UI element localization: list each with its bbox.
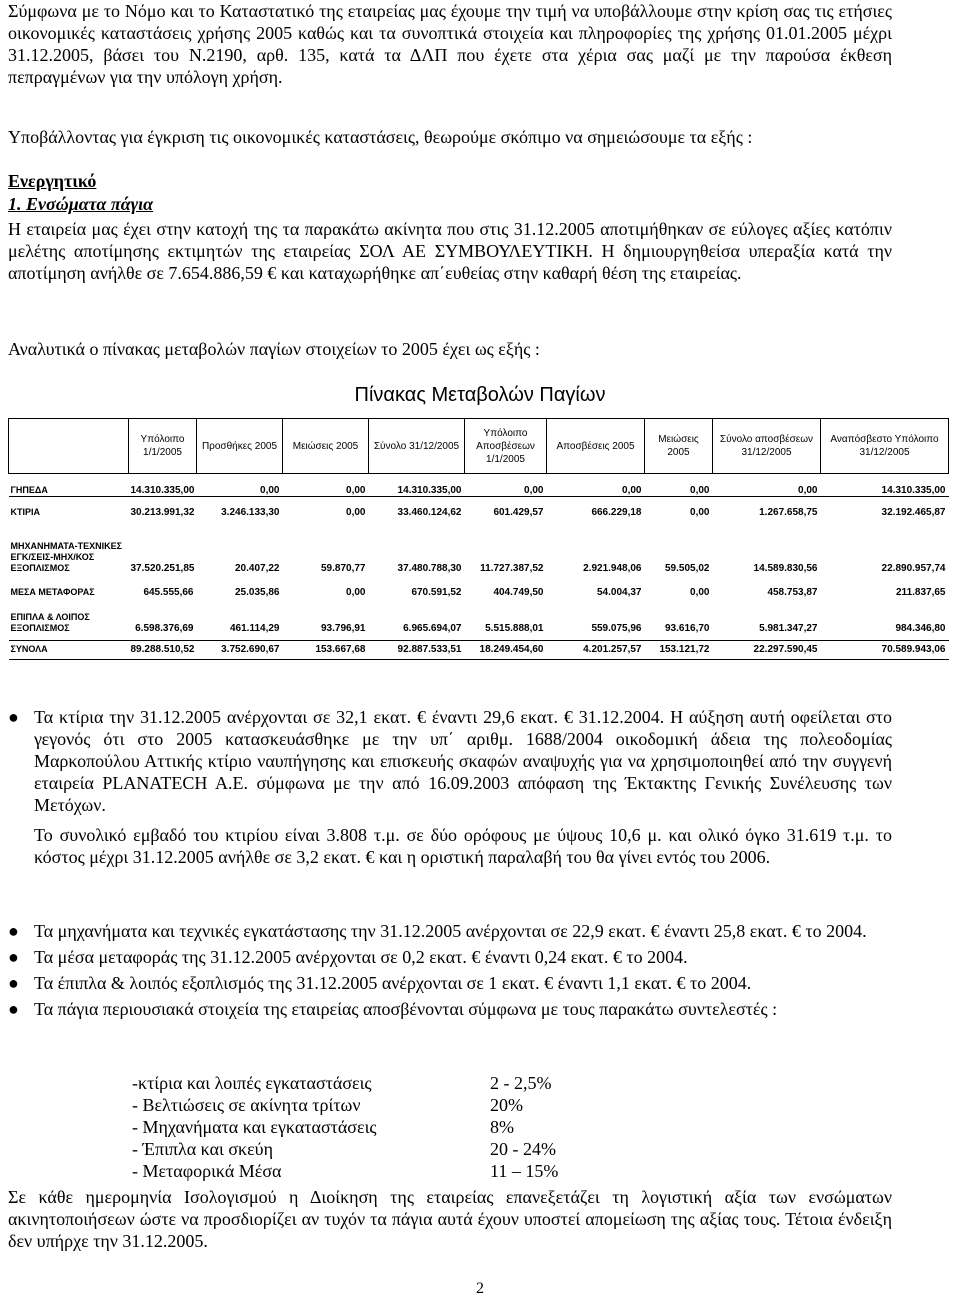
header-cell: Υπόλοιπο 1/1/2005 xyxy=(129,419,197,474)
table-cell: 93.796,91 xyxy=(321,622,366,634)
table-total-row xyxy=(9,640,949,659)
list-item-text: Τα έπιπλα & λοιπός εξοπλισμός της 31.12.2005 ανέρχονται σε 1 εκατ. € έναντι 1,1 εκατ. € το 2004. xyxy=(34,973,752,993)
table-cell: 89.288.510,52 xyxy=(129,640,197,659)
table-cell: 37.520.251,85 xyxy=(130,562,195,574)
table-cell: 22.890.957,74 xyxy=(881,562,946,574)
rate-row xyxy=(110,1160,630,1182)
table-cell: 25.035,86 xyxy=(235,586,280,598)
rate-row xyxy=(110,1072,630,1094)
table-cell: 984.346,80 xyxy=(895,622,946,634)
table-cell: 59.505,02 xyxy=(665,562,710,574)
bullet-icon: ● xyxy=(8,707,19,727)
table-cell: 666.229,18 xyxy=(591,506,642,518)
table-cell: 153.121,72 xyxy=(645,640,713,659)
table-cell: 14.310.335,00 xyxy=(881,484,946,496)
header-cell: Αναπόσβεστο Υπόλοιπο 31/12/2005 xyxy=(821,419,949,474)
building-paragraph: Το συνολικό εμβαδό του κτιρίου είναι 3.808 τ.μ. σε δύο ορόφους με ύψους 10,6 μ. και ολικό όγκο 31.619 τ.μ. το κόστος μέχρι 31.12.2005 ανήλθε σε 3,2 εκατ. € και η οριστική παραλαβή του θα γίνει εντός του 2006. xyxy=(34,825,892,867)
section-heading: Ενεργητικό xyxy=(8,171,97,191)
table-cell: 6.965.694,07 xyxy=(403,622,462,634)
rate-row xyxy=(110,1094,630,1116)
table-cell: 4.201.257,57 xyxy=(547,640,645,659)
rate-value: 20% xyxy=(490,1095,523,1115)
table-cell: 0,00 xyxy=(690,484,710,496)
table-cell: 559.075,96 xyxy=(591,622,642,634)
table-cell: 2.921.948,06 xyxy=(583,562,642,574)
table-row xyxy=(9,598,949,634)
table-cell: 5.981.347,27 xyxy=(759,622,818,634)
table-cell: 645.555,66 xyxy=(143,586,194,598)
bullet-icon: ● xyxy=(8,999,19,1019)
list-item xyxy=(8,920,892,942)
table-cell: 92.887.533,51 xyxy=(369,640,465,659)
table-cell: 33.460.124,62 xyxy=(397,506,462,518)
table-cell: 0,00 xyxy=(346,484,366,496)
fixed-assets-table xyxy=(8,418,949,660)
header-cell: Προσθήκες 2005 xyxy=(197,419,283,474)
list-item-text: Τα μέσα μεταφοράς της 31.12.2005 ανέρχονται σε 0,2 εκατ. € έναντι 0,24 εκατ. € το 2004. xyxy=(34,947,688,967)
table-cell: 461.114,29 xyxy=(230,622,280,634)
table-cell: 6.598.376,69 xyxy=(135,622,194,634)
table-cell: 59.870,77 xyxy=(321,562,366,574)
bullet-icon: ● xyxy=(8,921,19,941)
rate-label: - Βελτιώσεις σε ακίνητα τρίτων xyxy=(132,1095,361,1115)
table-header-row xyxy=(9,419,949,474)
table-cell: 0,00 xyxy=(798,484,818,496)
rate-row xyxy=(110,1138,630,1160)
header-cell: Σύνολο αποσβέσεων 31/12/2005 xyxy=(713,419,821,474)
bullet-list-assets xyxy=(8,920,892,1020)
rate-value: 11 – 15% xyxy=(490,1161,559,1181)
fixed-assets-paragraph: Η εταιρεία μας έχει στην κατοχή της τα παρακάτω ακίνητα που στις 31.12.2005 αποτιμήθηκαν σε εύλογες αξίες κατόπιν μελέτης αποτίμησης εκτιμητών της εταιρείας ΣΟΛ ΑΕ ΣΥΜΒΟΥΛΕΥΤΙΚΗ. Η δημιουργηθείσα υπεραξία κατά την αποτίμηση ανήλθε σε 7.654.886,59 € και καταχωρήθηκε απ΄ευθείας στην καθαρή θέση της εταιρείας. xyxy=(8,219,892,283)
table-cell: 70.589.943,06 xyxy=(821,640,949,659)
bullet-icon: ● xyxy=(8,947,19,967)
depreciation-rates-list xyxy=(110,1072,630,1182)
subsection-heading: 1. Ενσώματα πάγια xyxy=(8,194,154,214)
rate-label: -κτίρια και λοιπές εγκαταστάσεις xyxy=(132,1073,372,1093)
table-cell: 670.591,52 xyxy=(411,586,462,598)
rate-label: - Μεταφορικά Μέσα xyxy=(132,1161,282,1181)
table-cell: 0,00 xyxy=(346,506,366,518)
rate-label: - Μηχανήματα και εγκαταστάσεις xyxy=(132,1117,377,1137)
table-cell: 0,00 xyxy=(622,484,642,496)
list-item-text: Τα πάγια περιουσιακά στοιχεία της εταιρείας αποσβένονται σύμφωνα με τους παρακάτω συντελεστές : xyxy=(34,999,778,1019)
table-cell: 3.246.133,30 xyxy=(221,506,280,518)
header-cell: Σύνολο 31/12/2005 xyxy=(369,419,465,474)
impairment-paragraph: Σε κάθε ημερομηνία Ισολογισμού η Διοίκηση της εταιρείας επανεξετάζει τη λογιστική αξία των ενσώματων ακινητοποιήσεων ώστε να προσδιορίζει αν τυχόν τα πάγια αυτά έχουν υποστεί απομείωση της αξίας τους. Τέτοια ένδειξη δεν υπήρχε την 31.12.2005. xyxy=(8,1187,892,1251)
table-cell: 0,00 xyxy=(690,506,710,518)
list-item-text: Τα κτίρια την 31.12.2005 ανέρχονται σε 32,1 εκατ. € έναντι 29,6 εκατ. € 31.12.2004. Η αύξηση αυτή οφείλεται στο γεγονός ότι στο 2005 κατασκευάσθηκε με την υπ΄ αριθμ. 1688/2004 οικοδομική άδεια της πολεοδομίας Μαρκοπούλου Αττικής κτίριο ναυπήγησης και επισκευής σκαφών αναψυχής για να χρησιμοποιηθεί από την συγγενή εταιρεία PLANATECH A.E. σύμφωνα με την από 16.09.2003 απόφαση της Έκτακτης Γενικής Συνέλευσης των Μετόχων. xyxy=(34,707,892,815)
table-cell: 153.667,68 xyxy=(283,640,369,659)
row-label: ΜΕΣΑ ΜΕΤΑΦΟΡΑΣ xyxy=(10,586,95,597)
table-cell: 93.616,70 xyxy=(665,622,710,634)
header-cell: Αποσβέσεις 2005 xyxy=(547,419,645,474)
table-cell: 54.004,37 xyxy=(597,586,642,598)
header-cell: Υπόλοιπο Αποσβέσεων 1/1/2005 xyxy=(465,419,547,474)
table-cell: 14.310.335,00 xyxy=(130,484,195,496)
table-cell: 0,00 xyxy=(260,484,280,496)
row-label: ΓΗΠΕΔΑ xyxy=(10,484,48,495)
analysis-intro: Αναλυτικά ο πίνακας μεταβολών παγίων στοιχείων το 2005 έχει ως εξής : xyxy=(8,339,540,359)
table-cell: 18.249.454,60 xyxy=(465,640,547,659)
list-item xyxy=(8,998,892,1020)
bullet-icon: ● xyxy=(8,973,19,993)
page-number: 2 xyxy=(476,1280,484,1297)
header-cell: Μειώσεις 2005 xyxy=(645,419,713,474)
approval-paragraph: Υποβάλλοντας για έγκριση τις οικονομικές καταστάσεις, θεωρούμε σκόπιμο να σημειώσουμε τα εξής : xyxy=(8,127,753,147)
intro-paragraph: Σύμφωνα με το Νόμο και το Καταστατικό της εταιρείας μας έχουμε την τιμή να υποβάλλουμε στην κρίση σας τις ετήσιες οικονομικές καταστάσεις χρήσης 2005 καθώς και τα συνοπτικά στοιχεία και πληροφορίες της χρήσης 01.01.2005 μέχρι 31.12.2005, βάσει του Ν.2190, αρθ. 135, κατά τα ΔΛΠ που έχετε στα χέρια σας μαζί με την παρούσα έκθεση πεπραγμένων για την υπόλογη χρήση. xyxy=(8,1,892,87)
header-cell: Μειώσεις 2005 xyxy=(283,419,369,474)
table-row xyxy=(9,480,949,496)
table-cell: 14.310.335,00 xyxy=(397,484,462,496)
table-row xyxy=(9,574,949,598)
table-cell: 11.727.387,52 xyxy=(480,562,544,574)
row-label: ΚΤΙΡΙΑ xyxy=(10,506,41,517)
row-label: ΜΗΧΑΝΗΜΑΤΑ-ΤΕΧΝΙΚΕΣ ΕΓΚ/ΣΕΙΣ-ΜΗΧ/ΚΟΣ ΕΞΟΠΛΙΣΜΟΣ xyxy=(10,540,122,573)
list-item xyxy=(8,972,892,994)
table-cell: 0,00 xyxy=(690,586,710,598)
rate-value: 2 - 2,5% xyxy=(490,1073,552,1093)
table-cell: 22.297.590,45 xyxy=(713,640,821,659)
table-cell: 601.429,57 xyxy=(493,506,544,518)
table-cell: 20.407,22 xyxy=(235,562,280,574)
rate-value: 20 - 24% xyxy=(490,1139,556,1159)
list-item xyxy=(8,706,892,816)
table-cell: 37.480.788,30 xyxy=(397,562,462,574)
table-title: Πίνακας Μεταβολών Παγίων xyxy=(354,384,606,406)
row-label: ΣΥΝΟΛΑ xyxy=(9,640,129,659)
table-cell: 30.213.991,32 xyxy=(130,506,195,518)
list-item xyxy=(8,946,892,968)
table-cell: 211.837,65 xyxy=(896,586,946,598)
bullet-list-buildings xyxy=(8,706,892,816)
table-cell: 0,00 xyxy=(524,484,544,496)
rate-value: 8% xyxy=(490,1117,514,1137)
list-item-text: Τα μηχανήματα και τεχνικές εγκατάστασης την 31.12.2005 ανέρχονται σε 22,9 εκατ. € έναντι 25,8 εκατ. € το 2004. xyxy=(34,921,867,941)
table-cell: 0,00 xyxy=(346,586,366,598)
table-row xyxy=(9,502,949,518)
table-cell: 458.753,87 xyxy=(767,586,818,598)
rate-row xyxy=(110,1116,630,1138)
table-cell: 14.589.830,56 xyxy=(753,562,818,574)
table-cell: 1.267.658,75 xyxy=(759,506,818,518)
header-label-cell xyxy=(9,419,129,474)
table-cell: 3.752.690,67 xyxy=(197,640,283,659)
table-cell: 404.749,50 xyxy=(493,586,544,598)
table-row xyxy=(9,518,949,574)
row-label: ΕΠΙΠΛΑ & ΛΟΙΠΟΣ ΕΞΟΠΛΙΣΜΟΣ xyxy=(10,611,90,633)
table-cell: 5.515.888,01 xyxy=(485,622,544,634)
table-cell: 32.192.465,87 xyxy=(881,506,946,518)
rate-label: - Έπιπλα και σκεύη xyxy=(132,1139,274,1159)
